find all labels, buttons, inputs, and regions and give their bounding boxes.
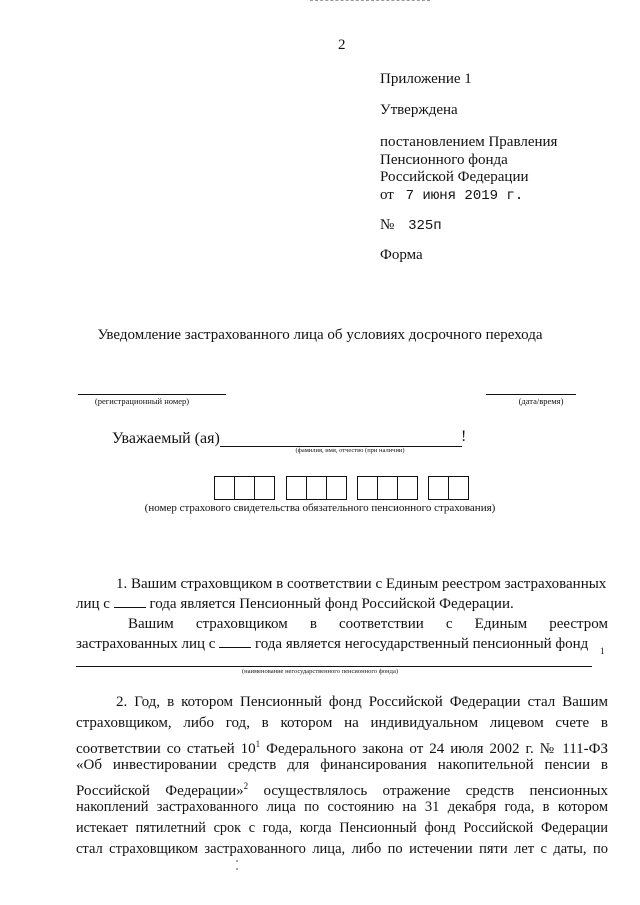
- footnote-mark-1: 1: [600, 646, 605, 656]
- p1b-year-blank[interactable]: [219, 634, 251, 648]
- p2-line-3b: Федерального закона от 24 июля 2002 г. № 111-ФЗ: [260, 741, 608, 757]
- decree-line-2: Пенсионного фонда: [380, 152, 508, 168]
- p2-line-1: 2. Год, в котором Пенсионный фонд Российской Федерации стал Вашим: [116, 694, 608, 710]
- date-prefix: от: [380, 187, 394, 203]
- reg-number-line[interactable]: [78, 394, 226, 395]
- scan-edge-marks: [310, 0, 430, 3]
- npf-caption: (наименование негосударственного пенсионного фонда): [242, 668, 398, 675]
- salutation: Уважаемый (ая): [112, 430, 220, 447]
- p2-sup-2: 2: [243, 781, 249, 791]
- decree-line-3: Российской Федерации: [380, 169, 529, 185]
- reg-number-caption: (регистрационный номер): [94, 396, 190, 406]
- p1-line-1: 1. Вашим страховщиком в соответствии с Единым реестром застрахованных: [116, 576, 607, 592]
- insurance-caption: (номер страхового свидетельства обязательного пенсионного страхования): [144, 502, 496, 514]
- form-label: Форма: [380, 247, 423, 263]
- insurance-boxes-group-2[interactable]: [286, 476, 347, 500]
- page-number: 2: [338, 37, 346, 53]
- date-time-line[interactable]: [486, 394, 576, 395]
- scan-speck: [236, 860, 238, 862]
- p1b-line-1: Вашим страховщиком в соответствии с Единым реестром: [128, 616, 608, 632]
- number-value: 325п: [408, 218, 442, 234]
- salutation-end: !: [461, 428, 467, 445]
- p1-line-2: [76, 594, 608, 614]
- date-time-caption: (дата/время): [518, 396, 564, 406]
- insurance-boxes-group-3[interactable]: [357, 476, 418, 500]
- decree-date: [380, 186, 523, 206]
- p1-year-blank[interactable]: [114, 594, 146, 608]
- fio-caption: (фамилия, имя, отчество (при наличии): [295, 447, 405, 454]
- p1b-line-2b: года является негосударственный пенсионный фонд: [254, 636, 589, 652]
- p2-sup-1: 1: [255, 739, 261, 749]
- date-value: 7 июня 2019 г.: [405, 188, 524, 204]
- p2-line-7: истекает пятилетний срок с года, когда Пенсионный фонд Российской Федерации: [76, 820, 608, 836]
- decree-line-1: постановлением Правления: [380, 134, 558, 150]
- npf-name-line[interactable]: [76, 666, 592, 667]
- p2-line-8: стал страховщиком застрахованного лица, либо по истечении пяти лет с даты, по: [76, 841, 608, 857]
- approved-label: Утверждена: [380, 102, 458, 118]
- document-title: Уведомление застрахованного лица об условиях досрочного перехода: [97, 327, 543, 343]
- p2-line-4: «Об инвестировании средств для финансирования накопительной пенсии в: [76, 757, 608, 773]
- number-prefix: №: [380, 217, 395, 233]
- decree-number: [380, 216, 442, 236]
- p1b-line-2: [76, 634, 608, 654]
- p1b-line-2a: застрахованных лиц с: [76, 636, 216, 652]
- p1-line-2b: года является Пенсионный фонд Российской Федерации.: [149, 596, 514, 612]
- appendix-label: Приложение 1: [380, 71, 472, 87]
- insurance-boxes-group-4[interactable]: [428, 476, 469, 500]
- scan-speck: [236, 868, 238, 870]
- p1-line-2a: лиц с: [76, 596, 110, 612]
- p2-line-6: накоплений застрахованного лица по состоянию на 31 декабря года, в котором: [76, 799, 608, 815]
- p2-line-3a: соответствии со статьей 10: [76, 741, 256, 757]
- p2-line-5a: Российской Федерации»: [76, 783, 244, 799]
- p2-line-5b: осуществлялось отражение средств пенсионных: [248, 783, 608, 799]
- insurance-boxes-group-1[interactable]: [214, 476, 275, 500]
- p2-line-2: страховщиком, либо год, в котором на индивидуальном лицевом счете в: [76, 715, 608, 731]
